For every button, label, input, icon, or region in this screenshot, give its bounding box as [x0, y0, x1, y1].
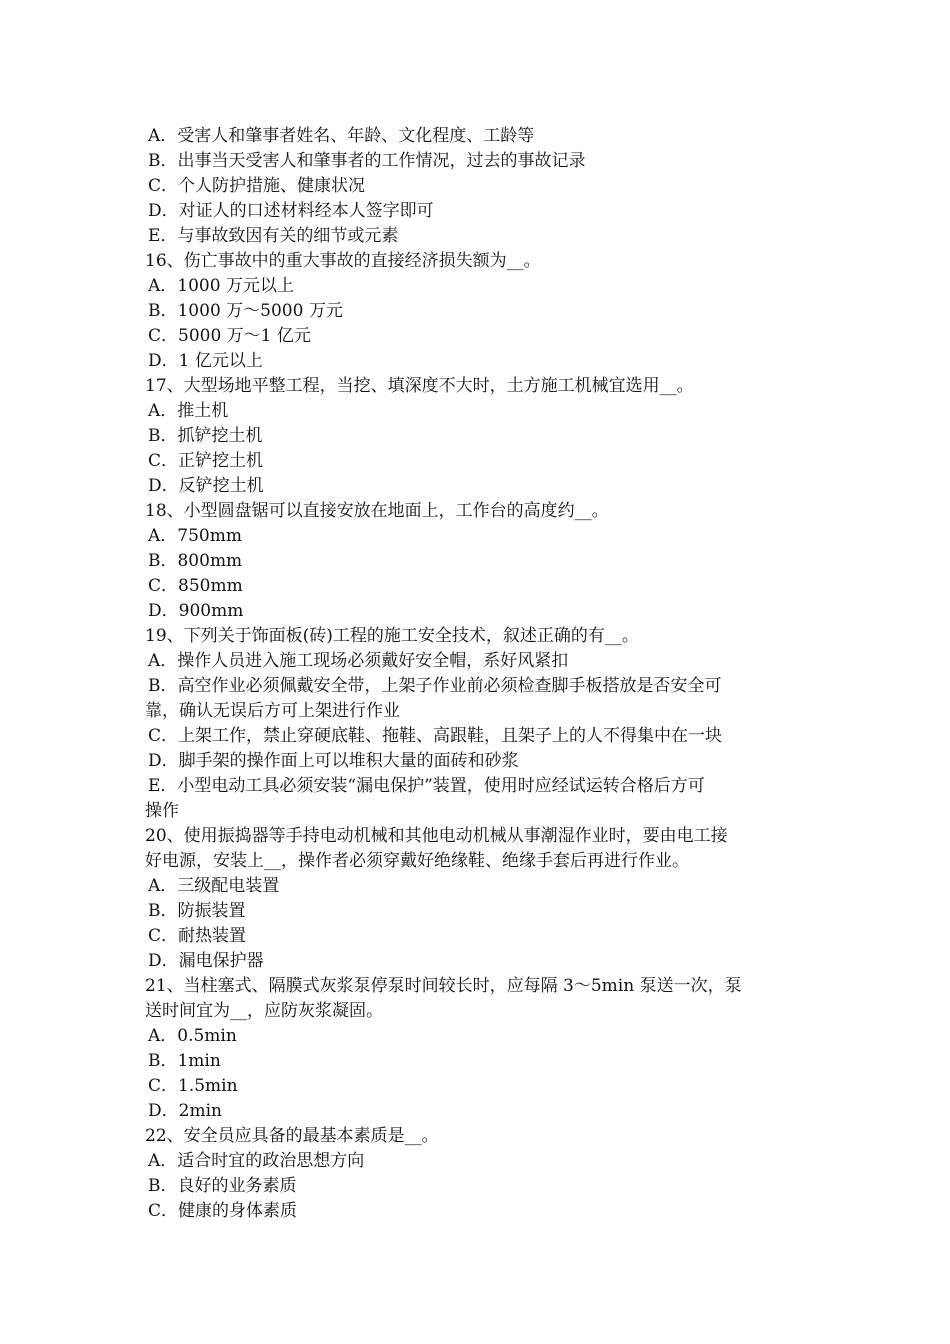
option-line: A．三级配电装置 [148, 876, 280, 896]
option-line: D．反铲挖土机 [148, 476, 264, 496]
question-line: 18、小型圆盘锯可以直接安放在地面上，工作台的高度约__。 [145, 501, 609, 521]
continuation-line: 好电源，安装上__，操作者必须穿戴好绝缘鞋、绝缘手套后再进行作业。 [145, 851, 689, 871]
option-line: C．1.5min [148, 1076, 238, 1096]
document-page [145, 124, 810, 1224]
option-line: A．推土机 [148, 401, 229, 421]
option-line: B．抓铲挖土机 [148, 426, 263, 446]
option-line: A．操作人员进入施工现场必须戴好安全帽，系好风紧扣 [148, 651, 569, 671]
option-line: A．适合时宜的政治思想方向 [148, 1151, 365, 1171]
option-line: B．1min [148, 1051, 221, 1071]
option-line: B．1000 万～5000 万元 [148, 301, 343, 321]
option-line: A．0.5min [148, 1026, 237, 1046]
question-line: 21、当柱塞式、隔膜式灰浆泵停泵时间较长时，应每隔 3～5min 泵送一次，泵 [145, 976, 742, 996]
question-line: 20、使用振捣器等手持电动机械和其他电动机械从事潮湿作业时，要由电工接 [145, 826, 728, 846]
option-line: B．良好的业务素质 [148, 1176, 297, 1196]
option-line: C．850mm [148, 576, 243, 596]
option-line: B．出事当天受害人和肇事者的工作情况，过去的事故记录 [148, 151, 586, 171]
option-line: A．750mm [148, 526, 242, 546]
option-line: D．漏电保护器 [148, 951, 264, 971]
option-line: C．上架工作，禁止穿硬底鞋、拖鞋、高跟鞋，且架子上的人不得集中在一块 [148, 726, 723, 746]
continuation-line: 送时间宜为__，应防灰浆凝固。 [145, 1001, 383, 1021]
option-line: D．1 亿元以上 [148, 351, 263, 371]
option-line: C．个人防护措施、健康状况 [148, 176, 366, 196]
option-line: E．小型电动工具必须安装“漏电保护”装置，使用时应经试运转合格后方可 [148, 776, 705, 796]
option-line: B．800mm [148, 551, 243, 571]
question-line: 19、下列关于饰面板(砖)工程的施工安全技术，叙述正确的有__。 [145, 626, 639, 646]
option-line: D．脚手架的操作面上可以堆积大量的面砖和砂浆 [148, 751, 519, 771]
option-line: B．高空作业必须佩戴安全带，上架子作业前必须检查脚手板搭放是否安全可 [148, 676, 722, 696]
option-line: C．5000 万～1 亿元 [148, 326, 311, 346]
option-line: D．2min [148, 1101, 222, 1121]
option-line: A．1000 万元以上 [148, 276, 294, 296]
option-line: C．耐热装置 [148, 926, 247, 946]
question-line: 16、伤亡事故中的重大事故的直接经济损失额为__。 [145, 251, 541, 271]
option-line: C．正铲挖土机 [148, 451, 264, 471]
question-line: 22、安全员应具备的最基本素质是__。 [145, 1126, 439, 1146]
option-line: D．对证人的口述材料经本人签字即可 [148, 201, 434, 221]
continuation-line: 靠，确认无误后方可上架进行作业 [145, 701, 400, 721]
continuation-line: 操作 [145, 801, 179, 821]
option-line: D．900mm [148, 601, 244, 621]
option-line: B．防振装置 [148, 901, 246, 921]
question-line: 17、大型场地平整工程，当挖、填深度不大时，土方施工机械宜选用__。 [145, 376, 694, 396]
option-line: A．受害人和肇事者姓名、年龄、文化程度、工龄等 [148, 126, 535, 146]
option-line: E．与事故致因有关的细节或元素 [148, 226, 399, 246]
option-line: C．健康的身体素质 [148, 1201, 298, 1221]
